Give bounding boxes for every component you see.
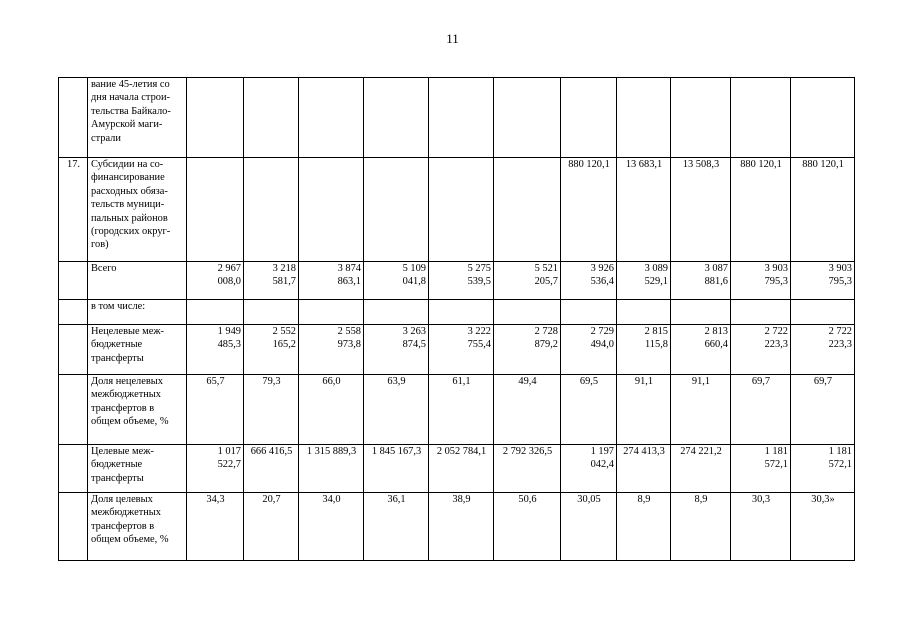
value-cell bbox=[494, 445, 561, 493]
table-row bbox=[59, 325, 855, 375]
value-line: 581,7 bbox=[272, 276, 296, 288]
value-line: 539,5 bbox=[467, 276, 491, 288]
row-label-line: дня начала строи- bbox=[91, 92, 170, 104]
value-cell bbox=[299, 445, 364, 493]
value-line: 115,8 bbox=[645, 339, 668, 351]
value-cell: 49,4 bbox=[494, 375, 561, 445]
value-cell bbox=[299, 300, 364, 325]
value-cell bbox=[617, 325, 671, 375]
value-cell: 880 120,1 bbox=[561, 158, 617, 262]
value-cell bbox=[494, 262, 561, 300]
value-cell: 63,9 bbox=[364, 375, 429, 445]
value-cell: 30,3» bbox=[791, 493, 855, 561]
row-label-cell bbox=[88, 78, 187, 158]
row-label-line: межбюджетных bbox=[91, 507, 161, 519]
value-cell bbox=[671, 445, 731, 493]
value-line: 863,1 bbox=[337, 276, 361, 288]
value-line: 2 967 bbox=[217, 263, 241, 274]
value-cell bbox=[364, 262, 429, 300]
value-line: 1 315 889,3 bbox=[306, 446, 357, 457]
value-cell: 69,5 bbox=[561, 375, 617, 445]
value-line: 755,4 bbox=[467, 339, 491, 351]
value-cell bbox=[494, 158, 561, 262]
value-line: 874,5 bbox=[402, 339, 426, 351]
value-line: 881,6 bbox=[704, 276, 728, 288]
value-cell bbox=[617, 300, 671, 325]
row-label-line: Доля целевых bbox=[91, 494, 153, 505]
row-label-line: финансирование bbox=[91, 172, 165, 184]
value-line: 274 413,3 bbox=[623, 446, 665, 457]
row-label-cell bbox=[88, 493, 187, 561]
value-line: 223,3 bbox=[828, 339, 852, 351]
value-cell bbox=[244, 445, 299, 493]
row-label-line: (городских округ- bbox=[91, 226, 171, 238]
value-cell bbox=[671, 262, 731, 300]
row-number-cell bbox=[59, 78, 88, 158]
value-cell: 36,1 bbox=[364, 493, 429, 561]
table-row bbox=[59, 300, 855, 325]
value-cell bbox=[791, 300, 855, 325]
value-line: 1 949 bbox=[217, 326, 241, 337]
value-line: 485,3 bbox=[217, 339, 241, 351]
value-cell bbox=[561, 262, 617, 300]
value-line: 1 181 bbox=[764, 446, 788, 457]
table-row bbox=[59, 445, 855, 493]
value-line: 973,8 bbox=[337, 339, 361, 351]
value-cell bbox=[187, 445, 244, 493]
row-label-line: пальных районов bbox=[91, 212, 168, 224]
value-cell bbox=[617, 445, 671, 493]
value-cell bbox=[561, 78, 617, 158]
value-cell: 13 683,1 bbox=[617, 158, 671, 262]
row-label-line: общем объеме, % bbox=[91, 416, 169, 428]
value-cell bbox=[429, 300, 494, 325]
row-number-cell bbox=[59, 300, 88, 325]
row-label-line: бюджетные bbox=[91, 339, 143, 351]
value-cell: 61,1 bbox=[429, 375, 494, 445]
value-cell bbox=[299, 158, 364, 262]
value-line: 2 722 bbox=[764, 326, 788, 337]
value-line: 3 089 bbox=[644, 263, 668, 274]
value-cell bbox=[791, 78, 855, 158]
value-cell bbox=[494, 325, 561, 375]
value-cell: 30,05 bbox=[561, 493, 617, 561]
value-cell bbox=[671, 78, 731, 158]
value-line: 879,2 bbox=[534, 339, 558, 351]
value-cell bbox=[731, 300, 791, 325]
value-cell: 50,6 bbox=[494, 493, 561, 561]
value-line: 3 222 bbox=[467, 326, 491, 337]
value-cell: 30,3 bbox=[731, 493, 791, 561]
row-label-cell bbox=[88, 262, 187, 300]
value-cell: 8,9 bbox=[617, 493, 671, 561]
value-cell: 69,7 bbox=[731, 375, 791, 445]
row-label-cell bbox=[88, 300, 187, 325]
value-line: 660,4 bbox=[704, 339, 728, 351]
row-label-cell bbox=[88, 445, 187, 493]
value-line: 1 181 bbox=[828, 446, 852, 457]
value-cell bbox=[731, 445, 791, 493]
row-number-cell bbox=[59, 262, 88, 300]
value-cell bbox=[791, 445, 855, 493]
row-label-line: вание 45-летия со bbox=[91, 79, 170, 90]
value-cell: 34,0 bbox=[299, 493, 364, 561]
value-line: 205,7 bbox=[534, 276, 558, 288]
row-number-cell bbox=[59, 375, 88, 445]
value-cell bbox=[561, 300, 617, 325]
table-row bbox=[59, 158, 855, 262]
table-body bbox=[59, 78, 855, 561]
value-line: 5 275 bbox=[467, 263, 491, 274]
row-label-line: страли bbox=[91, 132, 121, 144]
value-line: 165,2 bbox=[272, 339, 296, 351]
value-cell bbox=[187, 325, 244, 375]
value-line: 572,1 bbox=[764, 459, 788, 471]
value-line: 494,0 bbox=[590, 339, 614, 351]
value-cell bbox=[364, 325, 429, 375]
value-cell bbox=[429, 78, 494, 158]
value-line: 2 728 bbox=[534, 326, 558, 337]
row-label-line: Целевые меж- bbox=[91, 446, 154, 457]
value-cell: 65,7 bbox=[187, 375, 244, 445]
value-cell: 69,7 bbox=[791, 375, 855, 445]
value-cell bbox=[617, 262, 671, 300]
value-cell bbox=[244, 262, 299, 300]
value-cell bbox=[244, 78, 299, 158]
value-line: 274 221,2 bbox=[680, 446, 722, 457]
value-line: 2 558 bbox=[337, 326, 361, 337]
table-row bbox=[59, 375, 855, 445]
value-cell: 20,7 bbox=[244, 493, 299, 561]
value-line: 3 218 bbox=[272, 263, 296, 274]
table-row bbox=[59, 493, 855, 561]
value-cell bbox=[187, 262, 244, 300]
row-label-line: трансфертов в bbox=[91, 520, 155, 532]
value-cell bbox=[791, 262, 855, 300]
value-cell bbox=[187, 300, 244, 325]
value-line: 3 926 bbox=[590, 263, 614, 274]
row-label-line: в том числе: bbox=[91, 301, 146, 312]
value-line: 2 815 bbox=[644, 326, 668, 337]
value-line: 2 722 bbox=[828, 326, 852, 337]
value-line: 3 087 bbox=[704, 263, 728, 274]
value-cell: 79,3 bbox=[244, 375, 299, 445]
value-line: 3 263 bbox=[402, 326, 426, 337]
value-cell bbox=[731, 262, 791, 300]
value-line: 529,1 bbox=[644, 276, 668, 288]
value-cell: 38,9 bbox=[429, 493, 494, 561]
row-label-line: Всего bbox=[91, 263, 117, 274]
value-cell bbox=[187, 158, 244, 262]
value-line: 3 903 bbox=[828, 263, 852, 274]
table-row bbox=[59, 262, 855, 300]
page-number: 11 bbox=[446, 31, 459, 46]
value-line: 1 197 bbox=[590, 446, 614, 457]
value-line: 1 845 167,3 bbox=[371, 446, 422, 457]
value-line: 2 729 bbox=[590, 326, 614, 337]
value-cell bbox=[299, 78, 364, 158]
value-line: 5 521 bbox=[534, 263, 558, 274]
row-label-line: общем объеме, % bbox=[91, 534, 169, 546]
value-cell bbox=[561, 445, 617, 493]
value-cell bbox=[731, 78, 791, 158]
value-cell bbox=[364, 300, 429, 325]
value-cell bbox=[244, 158, 299, 262]
value-cell bbox=[244, 300, 299, 325]
row-label-line: Доля нецелевых bbox=[91, 376, 163, 387]
value-cell bbox=[494, 78, 561, 158]
row-label-line: Амурской маги- bbox=[91, 119, 163, 131]
row-number-cell bbox=[59, 445, 88, 493]
value-cell bbox=[429, 158, 494, 262]
value-cell: 34,3 bbox=[187, 493, 244, 561]
value-cell: 880 120,1 bbox=[791, 158, 855, 262]
budget-table bbox=[58, 77, 855, 561]
value-line: 1 017 bbox=[217, 446, 241, 457]
row-label-line: межбюджетных bbox=[91, 389, 161, 401]
value-cell bbox=[299, 325, 364, 375]
value-cell bbox=[429, 262, 494, 300]
value-cell: 91,1 bbox=[671, 375, 731, 445]
value-cell bbox=[364, 78, 429, 158]
row-label-line: Нецелевые меж- bbox=[91, 326, 165, 337]
row-label-line: Субсидии на со- bbox=[91, 159, 164, 170]
value-line: 3 874 bbox=[337, 263, 361, 274]
value-cell bbox=[364, 158, 429, 262]
value-cell bbox=[561, 325, 617, 375]
row-label-line: гов) bbox=[91, 239, 109, 251]
row-label-line: тельств муници- bbox=[91, 199, 165, 211]
value-line: 2 052 784,1 bbox=[436, 446, 487, 457]
value-cell bbox=[671, 325, 731, 375]
value-cell bbox=[429, 445, 494, 493]
value-line: 2 792 326,5 bbox=[502, 446, 553, 457]
row-label-cell bbox=[88, 325, 187, 375]
value-line: 2 552 bbox=[272, 326, 296, 337]
table-row bbox=[59, 78, 855, 158]
row-label-line: трансферты bbox=[91, 352, 144, 364]
value-cell bbox=[671, 300, 731, 325]
value-line: 522,7 bbox=[217, 459, 241, 471]
value-line: 223,3 bbox=[764, 339, 788, 351]
row-label-line: трансфертов в bbox=[91, 402, 155, 414]
value-line: 666 416,5 bbox=[250, 446, 293, 457]
value-line: 2 813 bbox=[704, 326, 728, 337]
value-line: 536,4 bbox=[590, 276, 614, 288]
row-label-line: бюджетные bbox=[91, 459, 143, 471]
value-cell: 880 120,1 bbox=[731, 158, 791, 262]
value-cell bbox=[299, 262, 364, 300]
row-label-line: расходных обяза- bbox=[91, 185, 168, 197]
value-cell bbox=[187, 78, 244, 158]
row-label-line: тельства Байкало- bbox=[91, 105, 171, 117]
row-label-cell bbox=[88, 375, 187, 445]
value-line: 5 109 bbox=[402, 263, 426, 274]
value-cell bbox=[244, 325, 299, 375]
value-cell bbox=[364, 445, 429, 493]
row-number-cell bbox=[59, 493, 88, 561]
value-cell bbox=[494, 300, 561, 325]
value-cell: 8,9 bbox=[671, 493, 731, 561]
value-cell: 66,0 bbox=[299, 375, 364, 445]
row-label-cell bbox=[88, 158, 187, 262]
value-cell: 91,1 bbox=[617, 375, 671, 445]
value-line: 572,1 bbox=[828, 459, 852, 471]
value-cell: 13 508,3 bbox=[671, 158, 731, 262]
value-line: 795,3 bbox=[828, 276, 852, 288]
value-cell bbox=[731, 325, 791, 375]
row-number-cell: 17. bbox=[59, 158, 88, 262]
value-line: 795,3 bbox=[764, 276, 788, 288]
value-cell bbox=[617, 78, 671, 158]
value-cell bbox=[429, 325, 494, 375]
value-line: 041,8 bbox=[402, 276, 426, 288]
row-label-line: трансферты bbox=[91, 472, 144, 484]
value-line: 008,0 bbox=[217, 276, 241, 288]
value-line: 3 903 bbox=[764, 263, 788, 274]
value-cell bbox=[791, 325, 855, 375]
value-line: 042,4 bbox=[590, 459, 614, 471]
row-number-cell bbox=[59, 325, 88, 375]
